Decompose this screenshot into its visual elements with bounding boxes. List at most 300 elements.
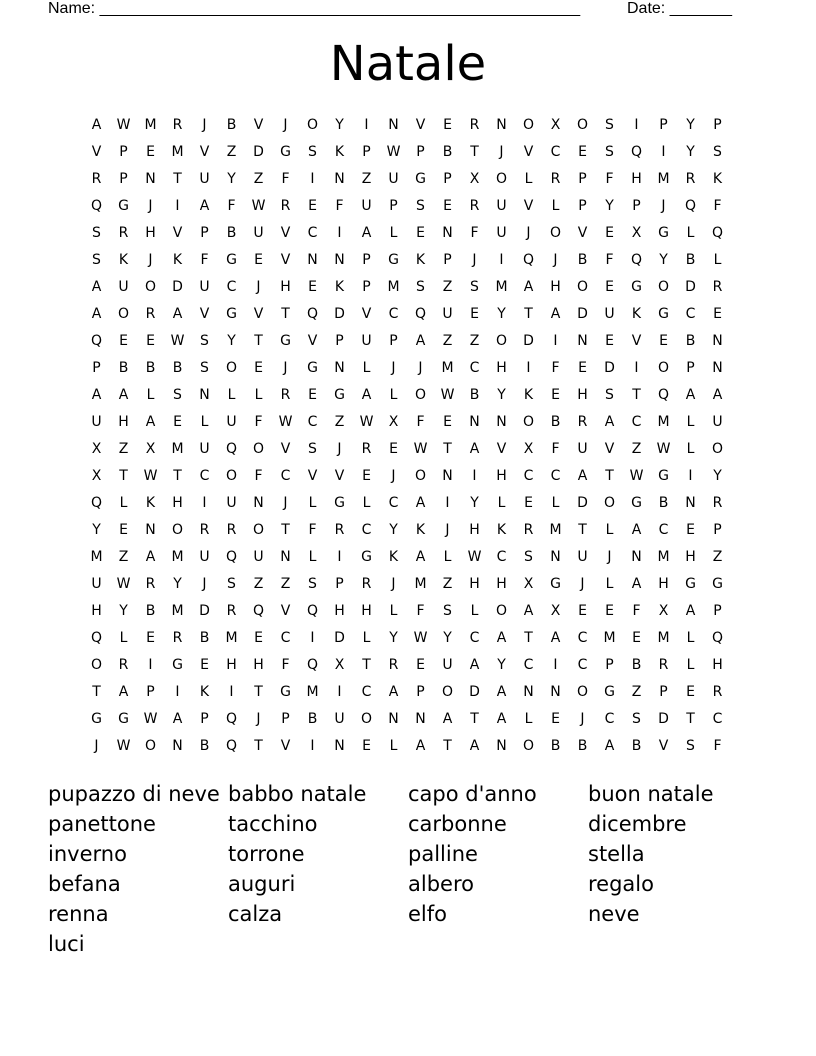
grid-letter: H xyxy=(226,657,237,673)
grid-letter: F xyxy=(713,198,722,214)
grid-letter: O xyxy=(252,522,265,538)
grid-letter: S xyxy=(605,144,614,160)
grid-row xyxy=(83,625,731,652)
grid-letter: U xyxy=(496,198,507,214)
grid-letter: M xyxy=(657,171,670,187)
grid-letter: W xyxy=(170,333,185,349)
grid-letter: N xyxy=(334,738,345,754)
grid-letter: S xyxy=(308,441,317,457)
grid-letter: N xyxy=(550,684,561,700)
grid-letter: P xyxy=(281,711,290,727)
grid-letter: B xyxy=(199,738,210,754)
grid-letter: I xyxy=(310,630,315,646)
grid-letter: P xyxy=(335,333,344,349)
grid-letter: J xyxy=(202,576,207,592)
grid-letter: A xyxy=(469,441,480,457)
grid-letter: M xyxy=(414,576,427,592)
grid-letter: S xyxy=(200,360,209,376)
word-list-item: calza xyxy=(228,902,283,926)
grid-letter: U xyxy=(199,549,210,565)
grid-letter: A xyxy=(469,657,480,673)
grid-letter: J xyxy=(553,252,558,268)
grid-letter: H xyxy=(145,225,156,241)
grid-letter: G xyxy=(658,468,669,484)
grid-letter: I xyxy=(337,684,342,700)
grid-letter: J xyxy=(283,360,288,376)
grid-letter: K xyxy=(172,252,183,268)
grid-letter: T xyxy=(362,657,371,673)
grid-letter: P xyxy=(578,171,587,187)
grid-letter: I xyxy=(310,171,315,187)
grid-letter: R xyxy=(334,522,345,538)
grid-letter: G xyxy=(631,279,642,295)
grid-letter: K xyxy=(334,144,345,160)
word-list-item: neve xyxy=(588,902,640,926)
grid-letter: G xyxy=(118,198,129,214)
grid-letter: E xyxy=(308,387,317,403)
grid-letter: I xyxy=(202,495,207,511)
grid-row xyxy=(83,247,731,274)
grid-letter: K xyxy=(388,549,399,565)
grid-letter: Y xyxy=(497,387,506,403)
grid-letter: B xyxy=(631,657,642,673)
grid-letter: C xyxy=(307,414,318,430)
grid-letter: H xyxy=(496,576,507,592)
grid-letter: N xyxy=(145,171,156,187)
grid-letter: E xyxy=(362,468,371,484)
grid-letter: L xyxy=(524,171,533,187)
grid-letter: T xyxy=(470,144,479,160)
grid-letter: P xyxy=(200,711,209,727)
grid-letter: V xyxy=(199,144,210,160)
grid-letter: G xyxy=(685,576,696,592)
grid-letter: B xyxy=(577,252,588,268)
grid-letter: V xyxy=(91,144,102,160)
grid-letter: I xyxy=(634,360,639,376)
grid-letter: A xyxy=(523,279,534,295)
grid-letter: C xyxy=(361,522,372,538)
grid-letter: I xyxy=(526,360,531,376)
grid-letter: E xyxy=(470,306,479,322)
word-list-item: torrone xyxy=(228,842,305,866)
grid-letter: E xyxy=(362,738,371,754)
grid-letter: J xyxy=(391,360,396,376)
grid-letter: V xyxy=(631,333,642,349)
grid-letter: K xyxy=(199,684,210,700)
grid-letter: O xyxy=(306,117,319,133)
grid-letter: D xyxy=(604,360,615,376)
grid-letter: Z xyxy=(253,171,264,187)
grid-letter: O xyxy=(441,684,454,700)
grid-letter: N xyxy=(280,549,291,565)
grid-letter: A xyxy=(91,387,102,403)
grid-letter: S xyxy=(524,549,533,565)
grid-letter: S xyxy=(443,603,452,619)
grid-letter: C xyxy=(388,495,399,511)
grid-row xyxy=(83,166,731,193)
grid-letter: P xyxy=(632,198,641,214)
grid-letter: Q xyxy=(711,630,724,646)
grid-letter: X xyxy=(550,603,561,619)
word-list-item: capo d'anno xyxy=(408,782,537,806)
grid-letter: J xyxy=(256,279,261,295)
grid-letter: A xyxy=(496,630,507,646)
grid-letter: M xyxy=(144,117,157,133)
grid-letter: A xyxy=(91,117,102,133)
grid-letter: U xyxy=(361,333,372,349)
grid-letter: E xyxy=(254,252,263,268)
grid-letter: G xyxy=(658,306,669,322)
grid-letter: R xyxy=(361,576,372,592)
grid-letter: S xyxy=(308,576,317,592)
grid-letter: T xyxy=(254,684,263,700)
grid-letter: I xyxy=(499,252,504,268)
name-field-label: Name: ______________________________________________________ xyxy=(48,0,581,17)
grid-letter: D xyxy=(469,684,480,700)
grid-letter: Q xyxy=(711,225,724,241)
grid-letter: U xyxy=(226,414,237,430)
grid-letter: L xyxy=(605,576,614,592)
grid-row xyxy=(83,328,731,355)
grid-letter: M xyxy=(549,522,562,538)
grid-letter: A xyxy=(118,684,129,700)
grid-letter: Q xyxy=(252,603,265,619)
grid-letter: K xyxy=(496,522,507,538)
grid-letter: C xyxy=(469,360,480,376)
grid-letter: T xyxy=(119,468,128,484)
grid-letter: P xyxy=(389,333,398,349)
grid-letter: X xyxy=(523,576,534,592)
grid-letter: W xyxy=(467,549,482,565)
grid-letter: R xyxy=(361,441,372,457)
grid-letter: Z xyxy=(631,684,642,700)
grid-letter: P xyxy=(362,252,371,268)
grid-letter: O xyxy=(225,468,238,484)
grid-letter: E xyxy=(551,711,560,727)
grid-letter: C xyxy=(658,522,669,538)
grid-letter: Y xyxy=(227,171,236,187)
grid-letter: B xyxy=(685,252,696,268)
word-list-item: dicembre xyxy=(588,812,687,836)
grid-letter: T xyxy=(686,711,695,727)
grid-letter: A xyxy=(469,738,480,754)
grid-letter: J xyxy=(472,252,477,268)
grid-letter: H xyxy=(631,171,642,187)
grid-letter: L xyxy=(686,414,695,430)
grid-letter: E xyxy=(389,441,398,457)
grid-letter: E xyxy=(119,522,128,538)
grid-letter: Z xyxy=(442,576,453,592)
grid-letter: J xyxy=(418,360,423,376)
grid-letter: U xyxy=(361,198,372,214)
grid-letter: V xyxy=(334,468,345,484)
grid-letter: E xyxy=(578,603,587,619)
grid-letter: J xyxy=(391,576,396,592)
grid-letter: T xyxy=(524,630,533,646)
grid-letter: G xyxy=(307,360,318,376)
grid-letter: Y xyxy=(227,333,236,349)
grid-letter: W xyxy=(143,711,158,727)
grid-letter: F xyxy=(227,198,236,214)
grid-letter: M xyxy=(657,549,670,565)
grid-letter: W xyxy=(116,738,131,754)
grid-letter: C xyxy=(631,414,642,430)
grid-letter: R xyxy=(145,576,156,592)
grid-letter: L xyxy=(389,225,398,241)
grid-letter: L xyxy=(497,495,506,511)
grid-letter: S xyxy=(632,711,641,727)
word-list-item: buon natale xyxy=(588,782,714,806)
grid-letter: I xyxy=(445,495,450,511)
grid-letter: Z xyxy=(253,576,264,592)
grid-letter: X xyxy=(550,117,561,133)
grid-letter: A xyxy=(685,603,696,619)
grid-letter: E xyxy=(146,144,155,160)
grid-letter: N xyxy=(523,684,534,700)
grid-letter: O xyxy=(117,306,130,322)
grid-letter: L xyxy=(362,630,371,646)
grid-letter: G xyxy=(658,225,669,241)
grid-letter: Y xyxy=(389,522,398,538)
grid-letter: U xyxy=(577,549,588,565)
grid-letter: Z xyxy=(631,441,642,457)
grid-row xyxy=(83,193,731,220)
grid-letter: J xyxy=(445,522,450,538)
grid-letter: A xyxy=(442,711,453,727)
grid-letter: Y xyxy=(659,252,668,268)
grid-letter: L xyxy=(308,549,317,565)
grid-letter: G xyxy=(280,684,291,700)
grid-letter: O xyxy=(522,414,535,430)
grid-letter: V xyxy=(280,252,291,268)
grid-letter: L xyxy=(470,603,479,619)
grid-row xyxy=(83,463,731,490)
grid-letter: Q xyxy=(306,657,319,673)
grid-letter: E xyxy=(551,387,560,403)
grid-letter: Q xyxy=(225,738,238,754)
grid-letter: N xyxy=(712,333,723,349)
grid-letter: L xyxy=(551,198,560,214)
word-list-item: elfo xyxy=(408,902,447,926)
grid-letter: L xyxy=(686,657,695,673)
grid-letter: V xyxy=(172,225,183,241)
grid-letter: W xyxy=(386,144,401,160)
grid-letter: J xyxy=(526,225,531,241)
grid-letter: T xyxy=(92,684,101,700)
grid-letter: A xyxy=(496,711,507,727)
grid-letter: J xyxy=(580,576,585,592)
grid-letter: M xyxy=(306,684,319,700)
grid-letter: X xyxy=(658,603,669,619)
grid-letter: E xyxy=(524,495,533,511)
grid-letter: T xyxy=(470,711,479,727)
grid-letter: D xyxy=(334,630,345,646)
date-field-label: Date: _______ xyxy=(627,0,732,17)
grid-letter: S xyxy=(92,252,101,268)
grid-letter: I xyxy=(472,468,477,484)
grid-letter: R xyxy=(91,171,102,187)
grid-letter: J xyxy=(283,117,288,133)
grid-letter: Q xyxy=(630,252,643,268)
grid-letter: H xyxy=(496,360,507,376)
grid-letter: C xyxy=(523,468,534,484)
grid-letter: G xyxy=(334,495,345,511)
word-list-item: befana xyxy=(48,872,121,896)
grid-letter: W xyxy=(278,414,293,430)
grid-letter: N xyxy=(172,738,183,754)
grid-letter: N xyxy=(334,360,345,376)
grid-letter: R xyxy=(172,117,183,133)
grid-letter: E xyxy=(443,198,452,214)
grid-letter: U xyxy=(334,711,345,727)
grid-letter: C xyxy=(199,468,210,484)
grid-letter: V xyxy=(280,603,291,619)
grid-letter: Q xyxy=(90,333,103,349)
grid-letter: U xyxy=(199,171,210,187)
grid-letter: A xyxy=(145,549,156,565)
word-list-item: albero xyxy=(408,872,474,896)
grid-row xyxy=(83,679,731,706)
grid-letter: B xyxy=(550,414,561,430)
grid-letter: Q xyxy=(657,387,670,403)
grid-letter: C xyxy=(604,711,615,727)
grid-letter: P xyxy=(119,171,128,187)
grid-letter: M xyxy=(657,414,670,430)
grid-letter: Z xyxy=(334,414,345,430)
grid-letter: O xyxy=(657,279,670,295)
grid-letter: U xyxy=(712,414,723,430)
grid-letter: G xyxy=(631,495,642,511)
grid-letter: L xyxy=(389,387,398,403)
grid-letter: L xyxy=(605,522,614,538)
grid-letter: A xyxy=(496,684,507,700)
grid-letter: F xyxy=(200,252,209,268)
grid-letter: M xyxy=(441,360,454,376)
grid-letter: O xyxy=(252,441,265,457)
grid-letter: O xyxy=(414,387,427,403)
grid-letter: U xyxy=(442,657,453,673)
grid-letter: S xyxy=(713,144,722,160)
grid-letter: V xyxy=(199,306,210,322)
grid-letter: N xyxy=(388,711,399,727)
grid-letter: C xyxy=(550,144,561,160)
grid-letter: F xyxy=(551,441,560,457)
grid-row xyxy=(83,355,731,382)
grid-letter: F xyxy=(470,225,479,241)
grid-letter: Z xyxy=(226,144,237,160)
grid-letter: O xyxy=(576,279,589,295)
grid-letter: V xyxy=(253,306,264,322)
grid-letter: C xyxy=(469,630,480,646)
grid-letter: R xyxy=(523,522,534,538)
grid-letter: P xyxy=(200,225,209,241)
grid-letter: U xyxy=(604,306,615,322)
word-list xyxy=(48,779,768,959)
word-list-item: inverno xyxy=(48,842,127,866)
grid-letter: D xyxy=(577,306,588,322)
grid-letter: X xyxy=(91,441,102,457)
grid-letter: A xyxy=(577,468,588,484)
grid-letter: I xyxy=(688,468,693,484)
grid-letter: N xyxy=(334,252,345,268)
grid-letter: O xyxy=(144,279,157,295)
grid-letter: W xyxy=(440,387,455,403)
grid-letter: G xyxy=(388,252,399,268)
grid-letter: S xyxy=(605,387,614,403)
grid-letter: W xyxy=(143,468,158,484)
grid-letter: U xyxy=(199,279,210,295)
grid-letter: E xyxy=(416,657,425,673)
grid-letter: A xyxy=(172,306,183,322)
grid-letter: V xyxy=(658,738,669,754)
grid-letter: L xyxy=(254,387,263,403)
grid-letter: H xyxy=(280,279,291,295)
grid-letter: A xyxy=(523,603,534,619)
grid-letter: S xyxy=(686,738,695,754)
grid-letter: H xyxy=(118,414,129,430)
grid-letter: C xyxy=(523,657,534,673)
grid-letter: T xyxy=(632,387,641,403)
grid-row xyxy=(83,571,731,598)
grid-letter: W xyxy=(116,576,131,592)
grid-letter: F xyxy=(308,522,317,538)
grid-letter: D xyxy=(199,603,210,619)
grid-letter: P xyxy=(389,198,398,214)
grid-letter: J xyxy=(337,441,342,457)
grid-letter: I xyxy=(229,684,234,700)
grid-letter: I xyxy=(553,333,558,349)
grid-letter: J xyxy=(391,468,396,484)
grid-letter: J xyxy=(256,711,261,727)
grid-letter: Y xyxy=(605,198,614,214)
grid-letter: F xyxy=(605,252,614,268)
grid-letter: E xyxy=(254,630,263,646)
grid-letter: Y xyxy=(686,144,695,160)
grid-letter: A xyxy=(415,495,426,511)
grid-letter: A xyxy=(388,684,399,700)
grid-letter: F xyxy=(416,603,425,619)
grid-letter: M xyxy=(90,549,103,565)
grid-letter: G xyxy=(280,144,291,160)
grid-letter: R xyxy=(550,171,561,187)
grid-letter: M xyxy=(171,441,184,457)
grid-letter: O xyxy=(495,333,508,349)
grid-letter: L xyxy=(362,495,371,511)
grid-letter: I xyxy=(175,198,180,214)
grid-letter: A xyxy=(91,279,102,295)
grid-letter: A xyxy=(631,576,642,592)
grid-letter: U xyxy=(91,414,102,430)
grid-letter: U xyxy=(388,171,399,187)
grid-letter: G xyxy=(226,252,237,268)
grid-letter: A xyxy=(604,738,615,754)
grid-letter: R xyxy=(118,225,129,241)
grid-letter: N xyxy=(253,495,264,511)
grid-letter: U xyxy=(253,225,264,241)
grid-letter: I xyxy=(337,225,342,241)
grid-letter: E xyxy=(119,333,128,349)
grid-letter: E xyxy=(146,333,155,349)
grid-letter: A xyxy=(550,306,561,322)
grid-letter: V xyxy=(253,117,264,133)
grid-letter: C xyxy=(577,657,588,673)
grid-letter: M xyxy=(495,279,508,295)
grid-letter: N xyxy=(550,549,561,565)
grid-letter: W xyxy=(116,117,131,133)
grid-letter: P xyxy=(335,576,344,592)
grid-letter: J xyxy=(202,117,207,133)
grid-letter: B xyxy=(226,117,237,133)
